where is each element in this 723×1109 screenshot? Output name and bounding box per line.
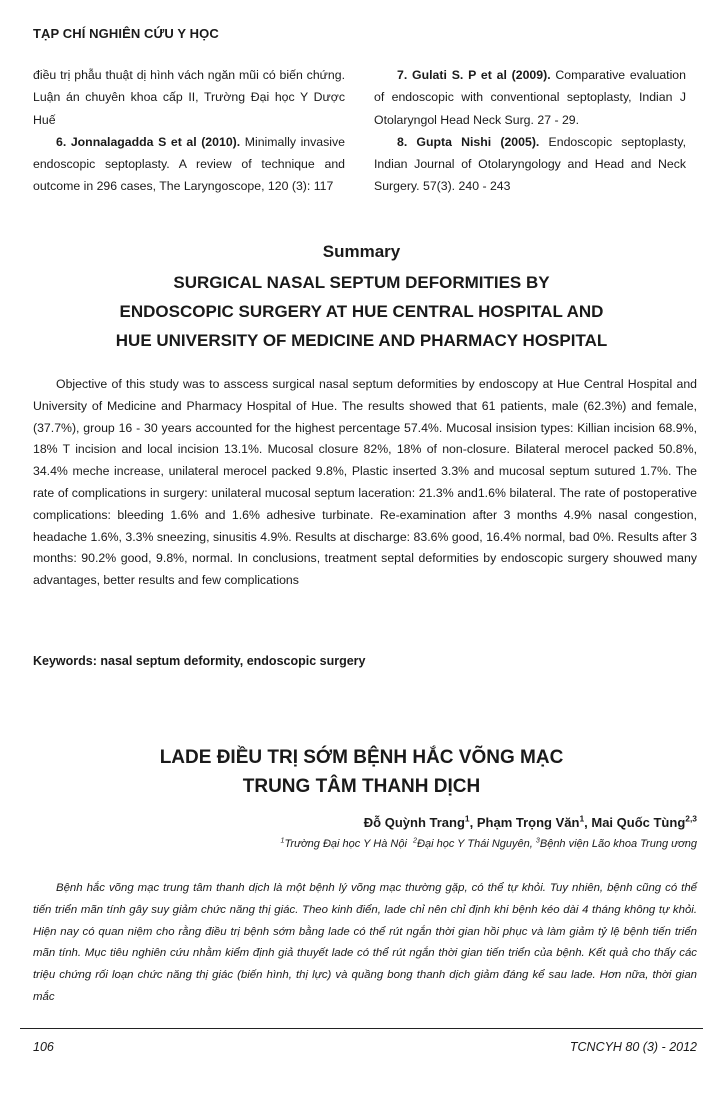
english-title-line: HUE UNIVERSITY OF MEDICINE AND PHARMACY HOSPITAL <box>115 331 608 350</box>
affiliations <box>280 838 697 850</box>
vietnamese-title-line: LADE ĐIỀU TRỊ SỚM BỆNH HẮC VÕNG MẠC <box>159 747 564 768</box>
english-abstract: Objective of this study was to asscess surgical nasal septum deformities by endoscopy at Hue Central Hospital and University of Medicine and Pharmacy Hospital of Hue. The results showed that 61 patients, male (62.3%) and female,(37.7%), group 16 - 30 years accounted for the highest percentage 57.4%. Mucosal insision types: Killian incision 68.9%, 18% T incision and local incision 13.1%. Mucosal closure 82%, 18% of non-closure. Bilateral merocel packed 50.8%, 34.4% meche increase, unilateral merocel packed 9.8%, Plastic inserted 3.3% and mucosal septum sutured 1.7%. The rate of complications in surgery: unilateral mucosal septum laceration: 21.3% and1.6% bilateral. The rate of postoperative complications: bleeding 1.6% and 1.6% adhesive turbinate. Re-examination after 3 months 4.9% nasal congestion, headache 1.6%, 3.3% sneezing, sinusitis 4.9%. Results at discharge: 83.6% good, 16.4% normal, bad 0%. Results after 3 months: 90.2% good, 9.8%, normal. In conclusions, treatment septal deformities by endoscopic surgery shouwed many advantages, better results and few complications <box>33 377 697 588</box>
reference-8-label: 8. Gupta Nishi (2005). <box>397 134 540 149</box>
footer-divider <box>20 1028 703 1029</box>
english-article-title <box>0 268 723 355</box>
keywords: Keywords: nasal septum deformity, endoscopic surgery <box>33 654 366 668</box>
reference-8 <box>374 131 686 198</box>
reference-7 <box>374 64 686 131</box>
affiliation-mark: 3 <box>535 836 540 845</box>
affiliation-name: Bệnh viện Lão khoa Trung ương <box>539 838 697 850</box>
running-head: TẠP CHÍ NGHIÊN CỨU Y HỌC <box>33 26 219 41</box>
author-name: Mai Quốc Tùng <box>591 815 686 830</box>
author-name: Phạm Trọng Văn <box>476 815 580 830</box>
references-right-column <box>374 64 686 198</box>
author-affiliation-mark: 1 <box>579 813 585 824</box>
affiliation-name: Đại học Y Thái Nguyên, <box>417 838 533 850</box>
author-name: Đỗ Quỳnh Trang <box>363 815 465 830</box>
reference-8-text: Endoscopic septoplasty, Indian Journal of Otolaryngology and Head and Neck Surgery. 57(3). 240 - 243 <box>374 134 686 194</box>
author-affiliation-mark: 1 <box>464 813 470 824</box>
vietnamese-article-title <box>0 743 723 801</box>
journal-citation: TCNCYH 80 (3) - 2012 <box>569 1040 697 1054</box>
vietnamese-title-line: TRUNG TÂM THANH DỊCH <box>242 776 481 797</box>
summary-heading: Summary <box>322 242 401 261</box>
vietnamese-abstract: Bệnh hắc võng mạc trung tâm thanh dịch là một bệnh lý võng mạc thường gặp, có thể tự khỏi. Tuy nhiên, bệnh cũng có thể tiến triển mãn tính gây suy giảm chức năng thị giác. Theo kinh điển, lade chỉ nên chỉ định khi bệnh kéo dài 4 tháng không tự khỏi. Hiện nay có quan niệm cho rằng điều trị bệnh sớm bằng lade có thể rút ngắn thời gian hồi phục và làm giảm tỷ lệ bệnh tiến triển mãn tính. Mục tiêu nghiên cứu nhằm kiểm định giả thuyết lade có thể rút ngắn thời gian tiến triển của bệnh. Kết quả cho thấy các triệu chứng rối loạn chức năng thị giác (biến hình, thị lực) và quầng bong thanh dịch giảm đáng kể sau lade. Hơn nữa, thời gian mắc <box>33 882 697 1003</box>
english-title-line: ENDOSCOPIC SURGERY AT HUE CENTRAL HOSPITAL AND <box>119 302 604 321</box>
affiliation-mark: 1 <box>280 836 285 845</box>
author-affiliation-mark: 2,3 <box>685 813 697 824</box>
reference-6-label: 6. Jonnalagadda S et al (2010). <box>56 134 241 149</box>
references-left-column <box>33 64 345 198</box>
author-separator: , <box>584 815 592 830</box>
reference-6-text: Minimally invasive endoscopic septoplasty. A review of technique and outcome in 296 cases, The Laryngoscope, 120 (3): 117 <box>33 134 345 194</box>
author-list <box>364 815 697 830</box>
reference-continuation: điều trị phẫu thuật dị hình vách ngăn mũi có biến chứng. Luận án chuyên khoa cấp II, Trường Đại học Y Dược Huế <box>33 68 345 127</box>
reference-6 <box>33 131 345 198</box>
affiliation-name: Trường Đại học Y Hà Nội <box>284 838 407 850</box>
page-number: 106 <box>33 1040 54 1054</box>
author-separator: , <box>469 815 477 830</box>
affiliation-mark: 2 <box>413 836 418 845</box>
english-title-line: SURGICAL NASAL SEPTUM DEFORMITIES BY <box>173 273 550 292</box>
reference-7-label: 7. Gulati S. P et al (2009). <box>397 68 551 82</box>
reference-7-text: Comparative evaluation of endoscopic with conventional septoplasty, Indian J Otolaryngol Head Neck Surg. 27 - 29. <box>374 68 686 127</box>
